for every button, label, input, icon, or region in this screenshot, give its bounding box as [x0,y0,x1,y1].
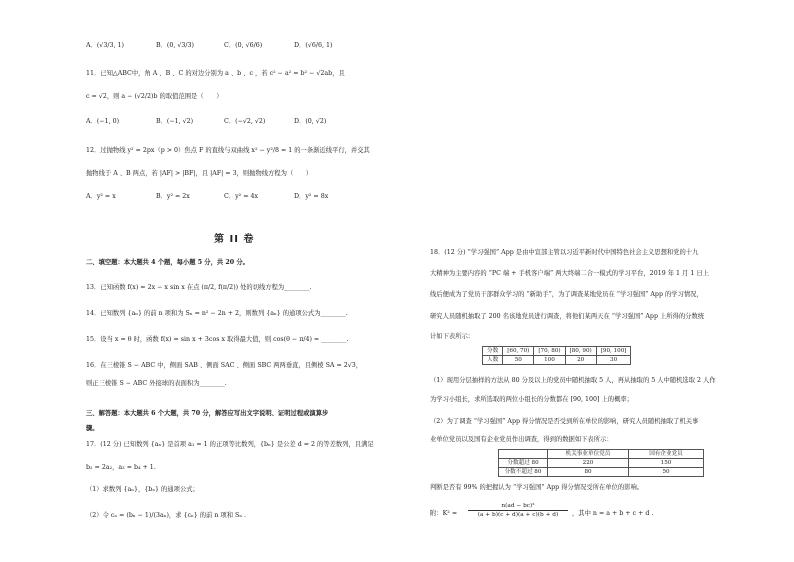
q17-part1: （1）求数列 {aₙ}，{bₙ} 的通项公式； [86,486,199,493]
score-cell: 50 [503,356,534,365]
unit-header-cell: 机关事业单位党员 [548,450,629,459]
q18-part1-line1: （1）现用分层抽样的方法从 80 分及以上的党员中随机抽取 5 人，再从抽取的 5 人中随机选取 2 人作 [430,377,716,384]
q16-line2: 则正三棱锥 S − ABC 外接球的表面积为________. [86,380,227,387]
q12-option-a: A．y² = x [86,193,116,200]
q15: 15．设当 x = θ 时，函数 f(x) = sin x + 3cos x 取得最大值，则 cos(θ − π/4) = ________. [86,336,349,343]
unit-header-cell [499,450,548,459]
q11-line1: 11．已知△ABC中，角 A 、B 、C 的对边分别为 a 、b 、c ，若 c² − a² = b² − √2ab，且 [86,70,345,77]
unit-cell: 150 [629,459,704,468]
unit-header-cell: 国有企业党员 [629,450,704,459]
q11-option-b: B．(−1, √2) [156,118,194,125]
q18-line5: 计如下表所示： [430,333,475,340]
formula-numerator: n(ad − bc)² [468,502,568,511]
q10-option-a: A．(√3/3, 1) [86,42,124,49]
q18-part1-line2: 为学习小组长，求所选取的两位小组长的分数都在 [90, 100] 上的概率； [430,396,633,403]
fill-in-header: 二、填空题：本大题共 4 个题，每小题 5 分，共 20 分。 [86,259,249,266]
formula-fraction [468,502,568,519]
q12-option-c: C．y² = 4x [224,193,259,200]
q18-part2-line1: （2）为了调查 “学习强国” App 得分情况是否受到所在单位的影响，研究人员随机抽取了机关事 [430,418,699,425]
score-header-cell: 分数 [483,347,503,356]
unit-cell: 220 [548,459,629,468]
q18-line1: 18．(12 分) “学习强国” App 是由中宣部主管以习近平新时代中国特色社会主义思想和党的十九 [430,249,699,256]
q18-judge: 判断是否有 99% 的把握认为 “学习强国” App 得分情况受所在单位的影响。 [430,484,644,491]
q11-option-d: D．(0, √2) [294,118,327,125]
formula-denominator: (a + b)(c + d)(a + c)(b + d) [477,512,559,518]
q10-option-d: D．(√6/6, 1) [294,42,333,49]
q12-line2: 抛物线于 A 、B 两点，若 |AF| > |BF|，且 |AF| = 3，则抛物线方程为（ ） [86,170,313,177]
score-cell: 20 [565,356,596,365]
q18-line4: 研究人员随机抽取了 200 名该地党员进行调查，将他们某两天在 “学习强国” App 上所得的分数统 [430,313,705,320]
q16-line1: 16．在三棱锥 S − ABC 中，侧面 SAB 、侧面 SAC 、侧面 SBC 两两垂直，且侧棱 SA = 2√3， [86,362,363,369]
unit-table-row [499,459,704,468]
unit-table-header-row [499,450,704,459]
q10-option-b: B．(0, √3/3) [156,42,194,49]
score-header-cell: [70, 80) [534,347,565,356]
q17-line2: b₂ = 2a₂，a₃ = b₄ + 1. [86,464,156,471]
q11-line2: c = √2，则 a − (√2/2)b 的取值范围是（ ） [86,93,223,100]
q18-line3: 线后便成为了党员干部群众学习的 “新助手”，为了调查某地党员在 “学习强国” App 的学习情况， [430,291,703,298]
score-table [482,346,631,365]
unit-cell: 50 [629,468,704,477]
q12-line1: 12．过抛物线 y² = 2px（p > 0）焦点 F 的直线与双曲线 x² − y²/8 = 1 的一条渐近线平行，并交其 [86,147,370,154]
score-cell: 100 [534,356,565,365]
q17-line1: 17．(12 分) 已知数列 {aₙ} 是首项 a₁ = 1 的正项等比数列，{bₙ} 是公差 d = 2 的等差数列，且满足 [86,441,374,448]
solve-header-line1: 三、解答题：本大题共 6 个大题，共 70 分，解答应写出文字说明、证明过程或演算步 [86,410,329,417]
unit-cell: 分数不超过 80 [499,468,548,477]
formula-suffix: ，其中 n = a + b + c + d . [572,510,654,517]
score-header-cell: [80, 90) [565,347,596,356]
part2-title: 第 II 卷 [214,234,255,245]
q13: 13．已知函数 f(x) = 2x − x sin x 在点 (π/2, f(π/2)) 处的切线方程为________. [86,284,312,291]
unit-cell: 分数超过 80 [499,459,548,468]
q14: 14．已知数列 {aₙ} 的前 n 项和为 Sₙ = n² − 2n + 2，则数列 {aₙ} 的通项公式为________. [86,310,348,317]
score-table-row [483,356,631,365]
q12-option-d: D．y² = 8x [294,193,329,200]
q11-option-a: A．(−1, 0) [86,118,120,125]
solve-header-line2: 骤。 [86,425,99,432]
score-header-cell: [60, 70) [503,347,534,356]
score-table-header-row [483,347,631,356]
unit-table [498,449,704,477]
q10-option-c: C．(0, √6/6) [224,42,263,49]
q18-line2: 大精神为主要内容的 “PC 端 + 手机客户端” 两大终端二合一模式的学习平台，2019 年 1 月 1 日上 [430,270,709,277]
q12-option-b: B．y² = 2x [156,193,190,200]
score-cell: 人数 [483,356,503,365]
score-cell: 30 [596,356,631,365]
formula-prefix: 附：K² = [430,510,458,517]
score-header-cell: [90, 100] [596,347,631,356]
q17-part2: （2）令 cₙ = (bₙ − 1)/(3aₙ)，求 {cₙ} 的前 n 项和 Sₙ . [86,512,247,519]
q18-part2-line2: 业单位党员以及国有企业党员作出调查，得到的数据如下表所示： [430,436,613,443]
unit-table-row [499,468,704,477]
unit-cell: 80 [548,468,629,477]
q11-option-c: C．(−√2, √2) [224,118,266,125]
